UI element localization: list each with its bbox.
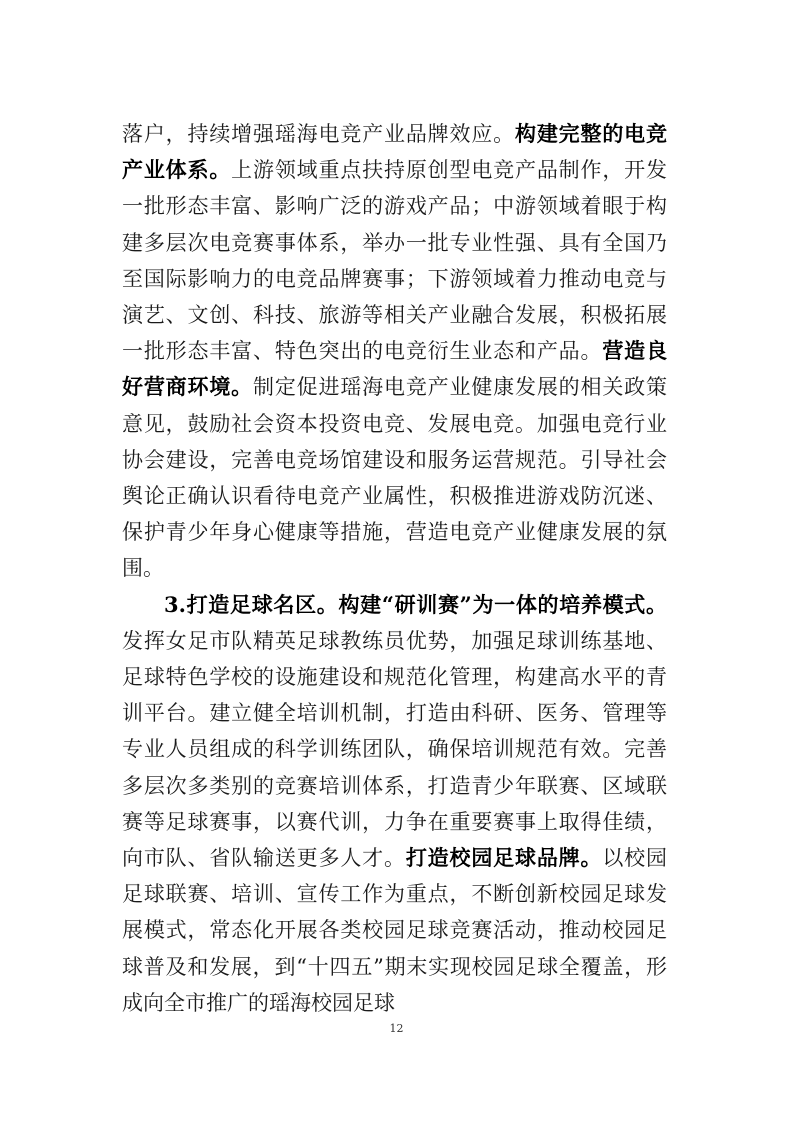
body-text — [122, 116, 667, 1021]
text-segment: 以校园足球联赛、培训、宣传工作为重点，不断创新校园足球发展模式，常态化开展各类校园足球竞赛活动，推动校园足球普及和发展，到“十四五”期末实现校园足球全覆盖，形成向全市推广的瑶海校园足球 — [122, 846, 668, 1015]
bold-heading: 营造良好营商环境。 — [122, 338, 668, 400]
bold-heading: 打造校园足球品牌。 — [405, 845, 603, 871]
bold-heading: 构建完整的电竞产业体系。 — [122, 121, 667, 183]
text-segment: 落户，持续增强瑶海电竞产业品牌效应。 — [122, 122, 515, 146]
page-number: 12 — [389, 1022, 404, 1035]
bold-heading: 3.打造足球名区。构建“研训赛”为一体的培养模式。 — [164, 591, 667, 617]
paragraph-esports-continued — [122, 116, 667, 587]
paragraph-football — [122, 587, 667, 1021]
text-segment: 发挥女足市队精英足球教练员优势，加强足球训练基地、足球特色学校的设施建设和规范化管理，构建高水平的青训平台。建立健全培训机制，打造由科研、医务、管理等专业人员组成的科学训练团队，确保培训规范有效。完善多层次多类别的竞赛培训体系，打造青少年联赛、区域联赛等足球赛事，以赛代训，力争在重要赛事上取得佳绩，向市队、省队输送更多人才。 — [122, 628, 667, 871]
text-segment: 制定促进瑶海电竞产业健康发展的相关政策意见，鼓励社会资本投资电竞、发展电竞。加强电竞行业协会建设，完善电竞场馆建设和服务运营规范。引导社会舆论正确认识看待电竞产业属性，积极推进游戏防沉迷、保护青少年身心健康等措施，营造电竞产业健康发展的氛围。 — [122, 375, 667, 581]
text-segment: 上游领域重点扶持原创型电竞产品制作，开发一批形态丰富、影响广泛的游戏产品；中游领域着眼于构建多层次电竞赛事体系，举办一批专业性强、具有全国乃至国际影响力的电竞品牌赛事；下游领域着力推动电竞与演艺、文创、科技、旅游等相关产业融合发展，积极拓展一批形态丰富、特色突出的电竞衍生业态和产品。 — [122, 158, 668, 364]
